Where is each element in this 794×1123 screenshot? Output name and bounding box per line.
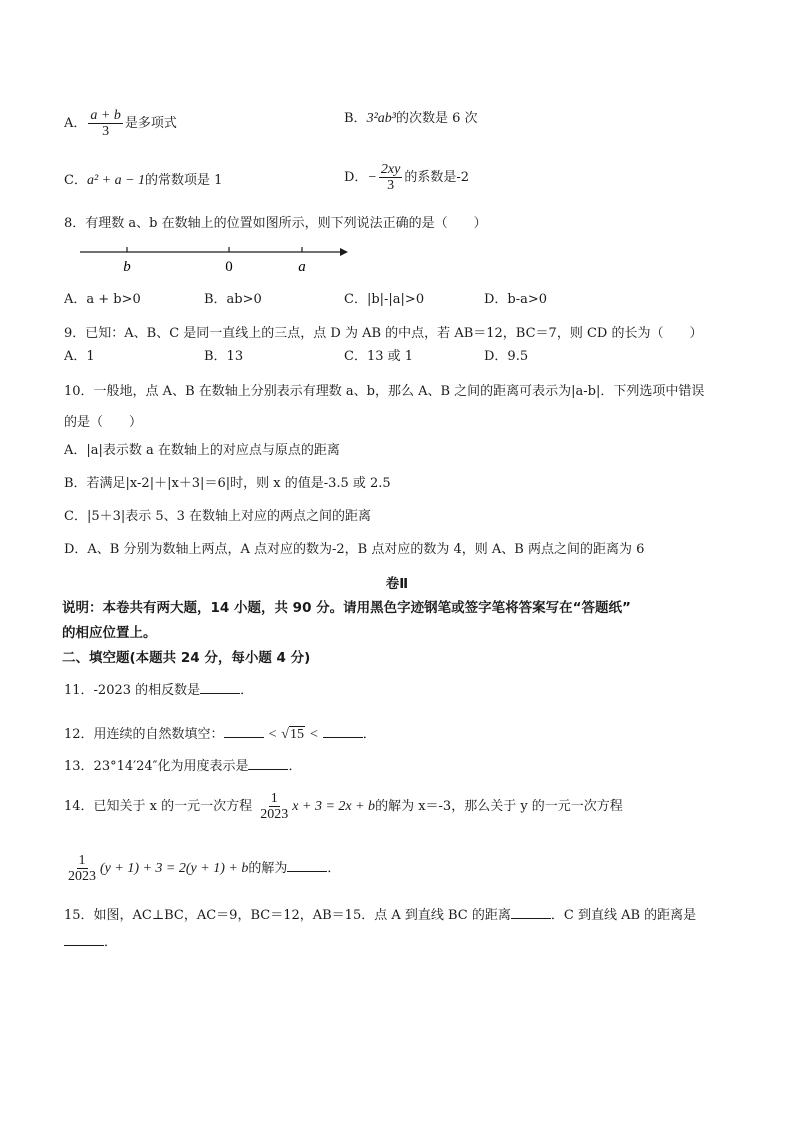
q11 xyxy=(64,681,253,700)
q8-option-d: D．b-a>0 xyxy=(484,292,548,307)
option-label: C． xyxy=(64,173,87,188)
q8-option-c: C．|b|-|a|>0 xyxy=(344,292,425,307)
denominator: 3 xyxy=(102,124,110,139)
q15-line1 xyxy=(64,906,696,925)
fraction xyxy=(258,791,290,822)
option-text: 是多项式 xyxy=(124,116,177,131)
denominator: 2023 xyxy=(68,869,96,884)
less-than: < xyxy=(309,727,319,742)
answer-blank-1[interactable] xyxy=(511,906,551,919)
q10-option-b: B．若满足|x-2|＋|x＋3|＝6|时，则 x 的值是-3.5 或 2.5 xyxy=(64,476,391,491)
q11-stem: 11．-2023 的相反数是 xyxy=(64,683,201,698)
q13-end: ． xyxy=(288,759,302,774)
q12-stem: 12．用连续的自然数填空： xyxy=(64,727,224,742)
less-than: < xyxy=(267,727,278,742)
option-text: 的次数是 6 次 xyxy=(395,111,478,126)
minus-sign: − xyxy=(367,170,377,185)
answer-blank[interactable] xyxy=(248,757,288,770)
q10-option-c: C．|5＋3|表示 5、3 在数轴上对应的两点之间的距离 xyxy=(64,509,372,524)
option-label: A． xyxy=(64,116,87,131)
section-note-line1: 说明：本卷共有两大题，14 小题，共 90 分。请用黑色字迹钢笔或签字笔将答案写在“答题纸” xyxy=(62,600,631,616)
label-0: 0 xyxy=(225,259,233,275)
q7-option-d xyxy=(344,162,469,193)
numerator: 1 xyxy=(270,791,278,806)
q14-line1 xyxy=(64,791,623,822)
fraction xyxy=(379,162,402,193)
q10-option-a: A．|a|表示数 a 在数轴上的对应点与原点的距离 xyxy=(64,443,340,458)
expression: a² + a − 1 xyxy=(86,173,146,188)
answer-blank-2[interactable] xyxy=(64,933,104,946)
equation-rest: (y + 1) + 3 = 2(y + 1) + b xyxy=(100,861,249,876)
q14-answer-prompt: 的解为 xyxy=(248,861,288,876)
numerator: 2xy xyxy=(380,162,401,177)
q15-line2 xyxy=(64,933,117,952)
option-label: B． xyxy=(344,111,367,126)
label-a: a xyxy=(298,259,306,275)
q12-end: ． xyxy=(362,727,376,742)
answer-blank[interactable] xyxy=(287,859,327,872)
q10-option-d: D．A、B 分别为数轴上两点，A 点对应的数为-2，B 点对应的数为 4，则 A、B 两点之间的距离为 6 xyxy=(64,542,645,557)
fraction xyxy=(66,853,98,884)
q7-option-a xyxy=(64,108,177,139)
q7-option-b xyxy=(344,110,478,128)
fraction xyxy=(88,108,122,139)
q14-stem-rest: 的解为 x＝-3，那么关于 y 的一元一次方程 xyxy=(375,799,623,814)
q10-stem-line2: 的是（ ） xyxy=(64,415,143,430)
q9-option-d: D．9.5 xyxy=(484,349,529,364)
numerator: 1 xyxy=(78,853,86,868)
answer-blank-1[interactable] xyxy=(224,725,264,738)
q15-end: ． xyxy=(104,935,118,950)
option-text: 的常数项是 1 xyxy=(145,173,223,188)
q12 xyxy=(64,725,376,744)
radicand: 15 xyxy=(289,727,304,742)
part-title: 二、填空题(本题共 24 分，每小题 4 分) xyxy=(62,650,311,666)
denominator: 3 xyxy=(387,178,395,193)
q13-stem: 13．23°14′24″化为用度表示是 xyxy=(64,759,249,774)
q9-option-c: C．13 或 1 xyxy=(344,349,414,364)
answer-blank-2[interactable] xyxy=(323,725,363,738)
q9-option-b: B．13 xyxy=(204,349,244,364)
q14-stem: 14．已知关于 x 的一元一次方程 xyxy=(64,799,253,814)
q9-stem: 9．已知：A、B、C 是同一直线上的三点，点 D 为 AB 的中点，若 AB＝12，BC＝7，则 CD 的长为（ ） xyxy=(64,326,703,341)
q10-stem-line1: 10．一般地，点 A、B 在数轴上分别表示有理数 a、b，那么 A、B 之间的距离可表示为|a-b|．下列选项中错误 xyxy=(64,384,705,399)
option-text: 的系数是-2 xyxy=(404,170,469,185)
q14-line2 xyxy=(64,853,340,884)
q15-stem: 15．如图，AC⊥BC，AC＝9，BC＝12，AB＝15．点 A 到直线 BC 的距离 xyxy=(64,908,511,923)
equation-rest: x + 3 = 2x + b xyxy=(292,799,376,814)
label-b: b xyxy=(123,259,131,275)
q11-end: ． xyxy=(240,683,254,698)
section-note-line2: 的相应位置上。 xyxy=(62,625,157,641)
q8-option-b: B．ab>0 xyxy=(204,292,262,307)
section-title: 卷Ⅱ xyxy=(385,576,409,592)
q8-number-line xyxy=(78,242,350,276)
option-label: D． xyxy=(344,170,368,185)
arrow-head-icon xyxy=(340,248,348,256)
q7-option-c xyxy=(64,172,222,190)
q14-end: ． xyxy=(327,861,341,876)
q13 xyxy=(64,757,302,776)
q8-stem: 8．有理数 a、b 在数轴上的位置如图所示，则下列说法正确的是（ ） xyxy=(64,216,487,231)
q9-option-a: A．1 xyxy=(64,349,95,364)
q8-option-a: A．a + b>0 xyxy=(64,292,141,307)
q15-stem-rest: ．C 到直线 AB 的距离是 xyxy=(550,908,697,923)
answer-blank[interactable] xyxy=(200,681,240,694)
numerator: a + b xyxy=(90,108,121,123)
expression: 3²ab³ xyxy=(366,111,396,126)
denominator: 2023 xyxy=(260,807,289,822)
square-root: √15 xyxy=(281,727,304,742)
